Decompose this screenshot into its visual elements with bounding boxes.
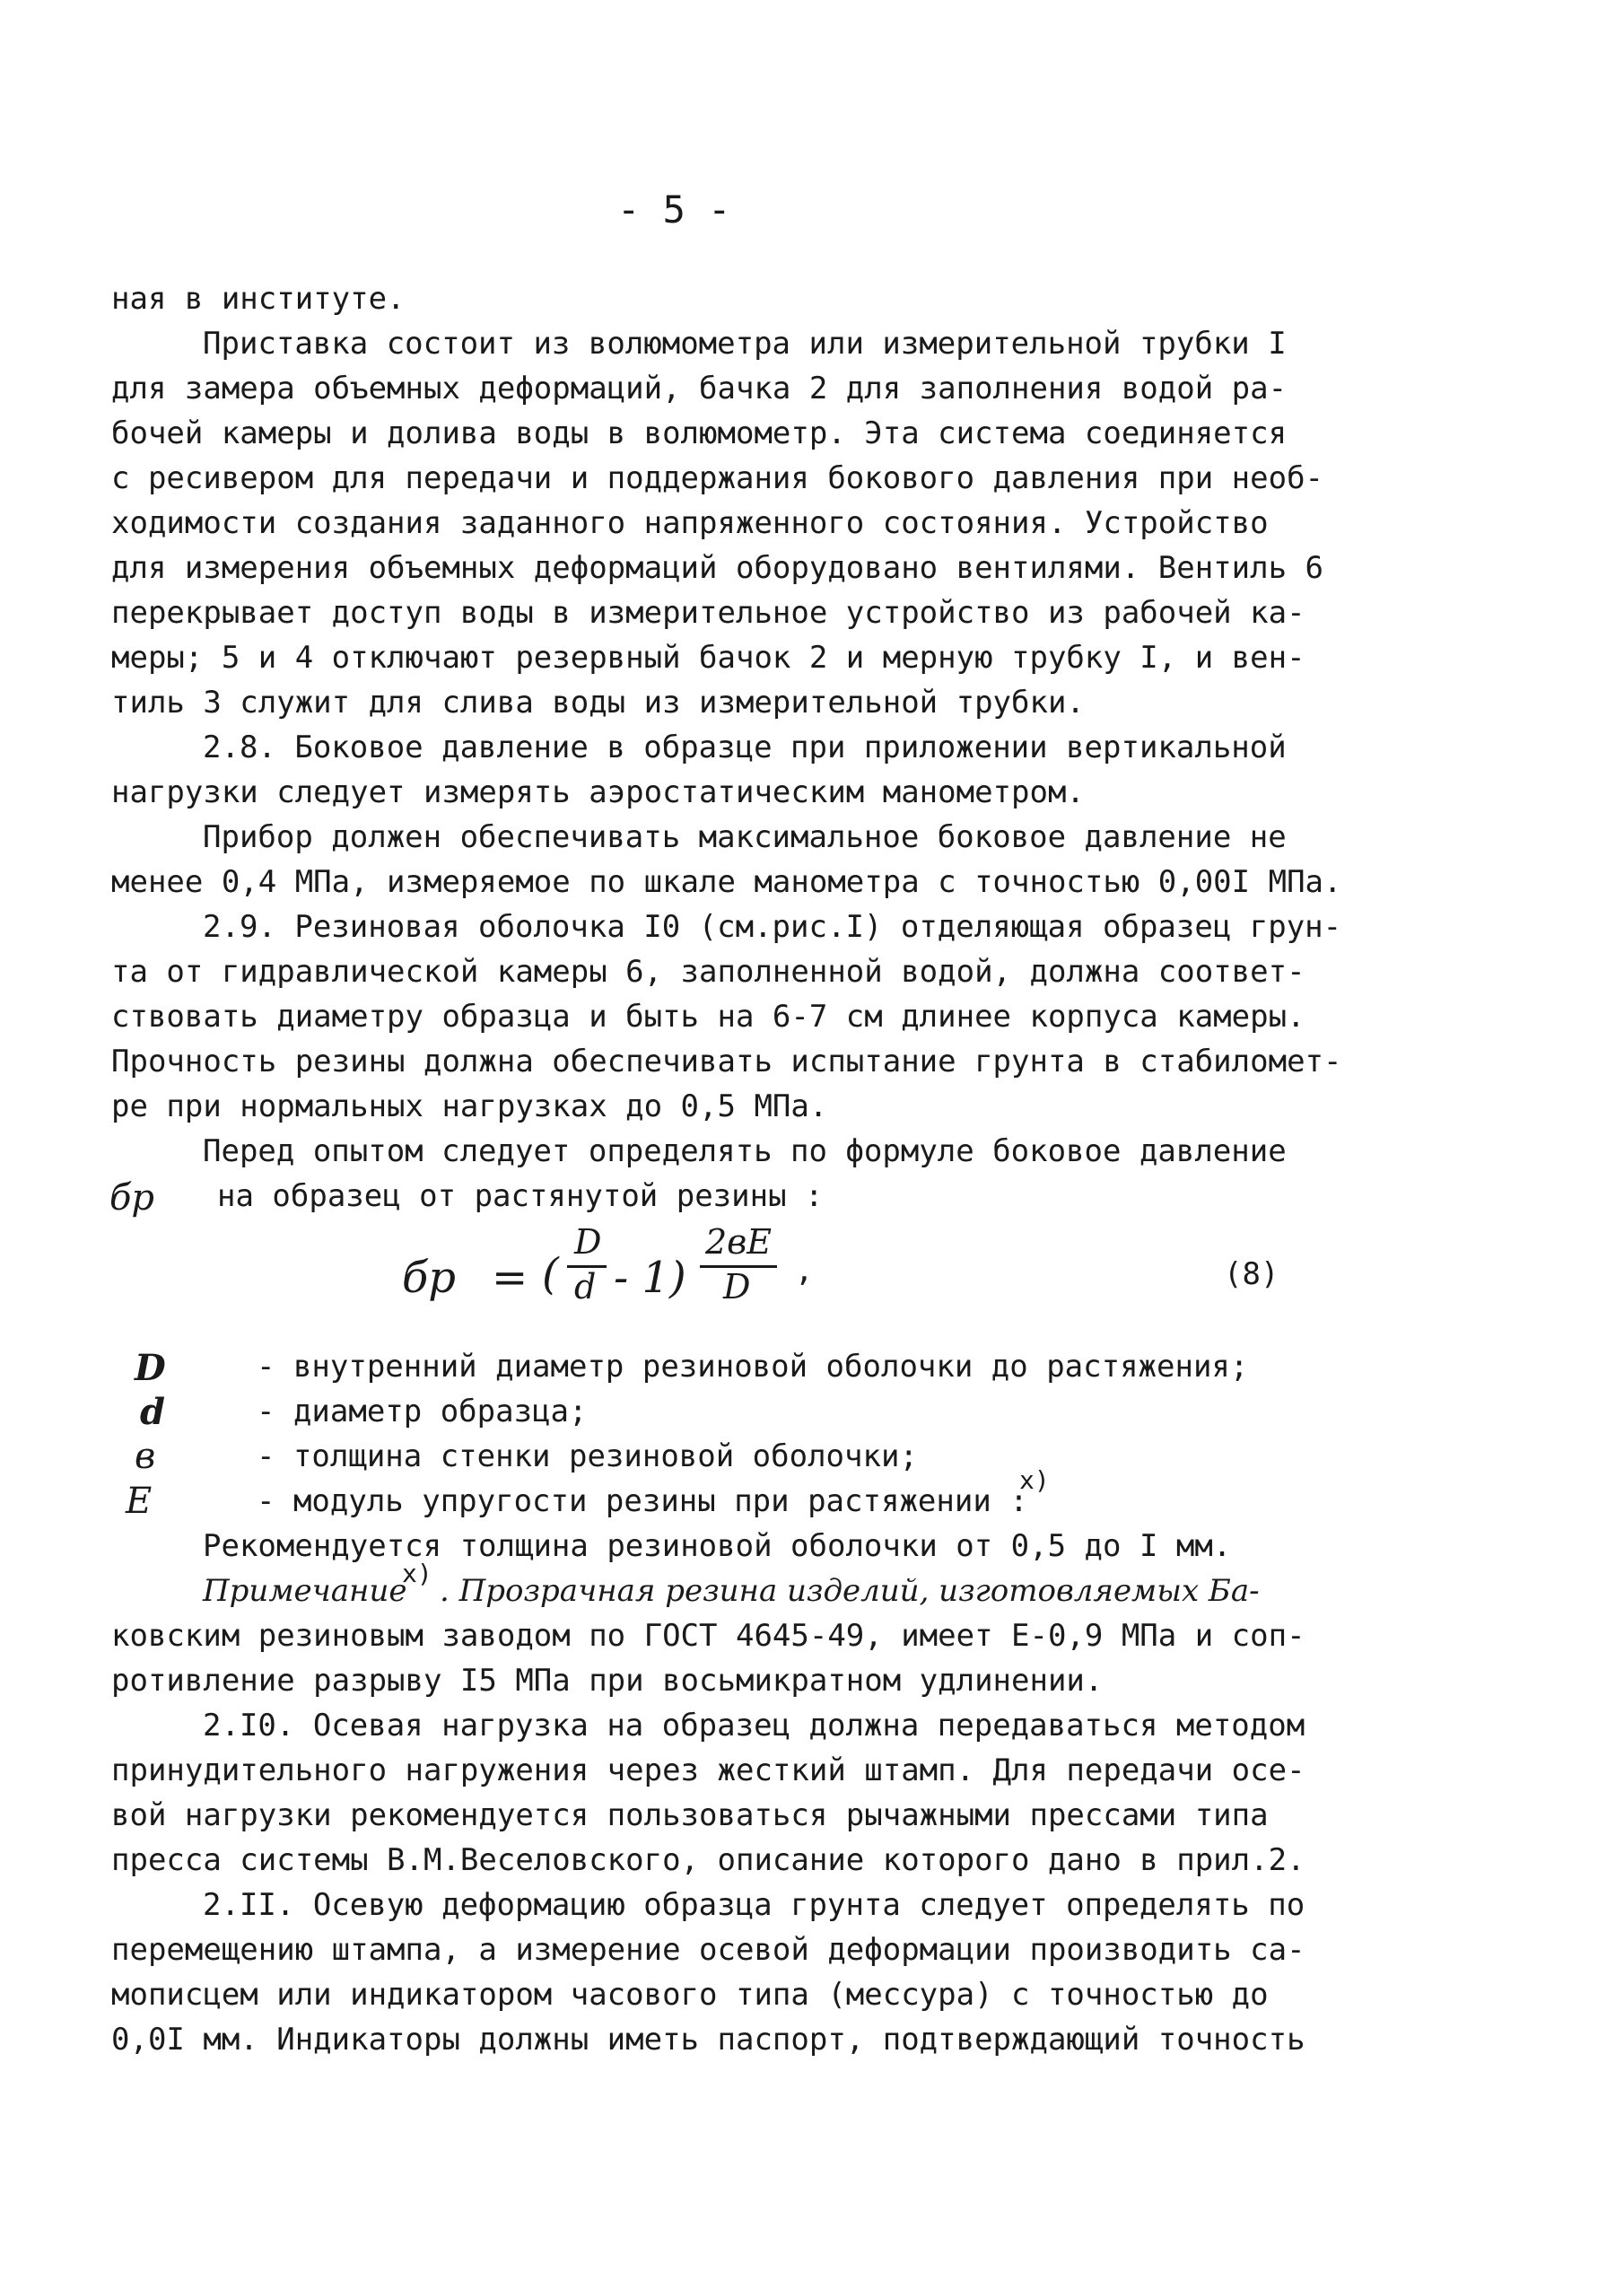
definition-symbol: D bbox=[135, 1347, 166, 1389]
text-line: бочей камеры и долива воды в волюмометр. Эта система соединяется bbox=[111, 415, 1288, 451]
page-number: - 5 - bbox=[617, 188, 731, 232]
formula-open-paren: ( bbox=[542, 1249, 559, 1299]
text-line: 2.8. Боковое давление в образце при приложении вертикальной bbox=[203, 730, 1287, 765]
text-line: Рекомендуется толщина резиновой оболочки от 0,5 до I мм. bbox=[203, 1528, 1232, 1564]
text-line: принудительного нагружения через жесткий штамп. Для передачи осе- bbox=[111, 1752, 1305, 1788]
text-line: для замера объемных деформаций, бачка 2 для заполнения водой ра- bbox=[111, 371, 1288, 406]
definition-symbol: d bbox=[140, 1391, 165, 1433]
formula-den1: d bbox=[574, 1267, 597, 1307]
text-line: для измерения объемных деформаций оборудовано вентилями. Вентиль 6 bbox=[111, 550, 1324, 586]
formula-den2: D bbox=[723, 1267, 751, 1307]
note-label: Примечание bbox=[203, 1573, 407, 1609]
text-line: Прибор должен обеспечивать максимальное боковое давление не bbox=[203, 819, 1287, 855]
text-line: менее 0,4 МПа, измеряемое по шкале манометра с точностью 0,00I МПа. bbox=[111, 864, 1342, 900]
text-line: 0,0I мм. Индикаторы должны иметь паспорт, подтверждающий точность bbox=[111, 2022, 1305, 2058]
text-line: та от гидравлической камеры 6, заполненной водой, должна соответ- bbox=[111, 954, 1305, 990]
definition-symbol: E bbox=[126, 1481, 153, 1522]
formula-num2: 2вЕ bbox=[705, 1222, 773, 1262]
text-line: вой нагрузки рекомендуется пользоваться рычажными прессами типа bbox=[111, 1797, 1269, 1833]
text-line: мописцем или индикатором часового типа (мессура) с точностью до bbox=[111, 1977, 1269, 2013]
definition-text: - внутренний диаметр резиновой оболочки до растяжения; bbox=[257, 1349, 1249, 1385]
formula-equals: = bbox=[492, 1253, 528, 1303]
text-line: меры; 5 и 4 отключают резервный бачок 2 и мерную трубку I, и вен- bbox=[111, 640, 1305, 676]
text-line: нагрузки следует измерять аэростатическим манометром. bbox=[111, 774, 1085, 810]
definition-text: - модуль упругости резины при растяжении : bbox=[257, 1483, 1028, 1519]
text-line: 2.II. Осевую деформацию образца грунта следует определять по bbox=[203, 1887, 1305, 1923]
text-line: ротивление разрыву I5 МПа при восьмикратном удлинении. bbox=[111, 1663, 1104, 1699]
note-footnote-mark: x) bbox=[402, 1559, 432, 1588]
text-line: пресса системы В.М.Веселовского, описание которого дано в прил.2. bbox=[111, 1842, 1305, 1878]
text-line: 2.9. Резиновая оболочка I0 (см.рис.I) отделяющая образец грун- bbox=[203, 909, 1342, 945]
definition-text: - диаметр образца; bbox=[257, 1394, 588, 1429]
formula-minus-one: - 1) bbox=[614, 1253, 686, 1303]
text-line: на образец от растянутой резины : bbox=[217, 1178, 824, 1214]
text-line: с ресивером для передачи и поддержания бокового давления при необ- bbox=[111, 460, 1324, 496]
text-line: перемещению штампа, а измерение осевой деформации производить са- bbox=[111, 1932, 1305, 1968]
text-line: Прочность резины должна обеспечивать испытание грунта в стабиломет- bbox=[111, 1044, 1342, 1079]
definition-symbol: в bbox=[135, 1436, 156, 1477]
text-line: ходимости создания заданного напряженного состояния. Устройство bbox=[111, 505, 1269, 541]
text-line: ковским резиновым заводом по ГОСТ 4645-49, имеет Е-0,9 МПа и соп- bbox=[111, 1618, 1305, 1654]
text-line: 2.I0. Осевая нагрузка на образец должна передаваться методом bbox=[203, 1708, 1305, 1744]
text-line: перекрывает доступ воды в измерительное устройство из рабочей ка- bbox=[111, 595, 1305, 631]
text-line: ре при нормальных нагрузках до 0,5 МПа. bbox=[111, 1088, 828, 1124]
text-line: ная в институте. bbox=[111, 281, 406, 317]
text-line: . Прозрачная резина изделий, изготовляемых Ба- bbox=[440, 1573, 1260, 1609]
equation-number: (8) bbox=[1224, 1256, 1279, 1292]
definition-text: - толщина стенки резиновой оболочки; bbox=[257, 1438, 918, 1474]
sigma-symbol: бр bbox=[109, 1177, 155, 1219]
text-line: Приставка состоит из волюмометра или измерительной трубки I bbox=[203, 326, 1287, 362]
text-line: Перед опытом следует определять по формуле боковое давление bbox=[203, 1133, 1287, 1169]
text-line: тиль 3 служит для слива воды из измерительной трубки. bbox=[111, 685, 1085, 721]
footnote-mark: x) bbox=[1019, 1465, 1050, 1495]
formula-lhs: бр bbox=[402, 1253, 457, 1303]
formula-num1: D bbox=[574, 1222, 602, 1262]
formula-comma: , bbox=[795, 1253, 814, 1289]
text-line: ствовать диаметру образца и быть на 6-7 см длинее корпуса камеры. bbox=[111, 999, 1305, 1035]
